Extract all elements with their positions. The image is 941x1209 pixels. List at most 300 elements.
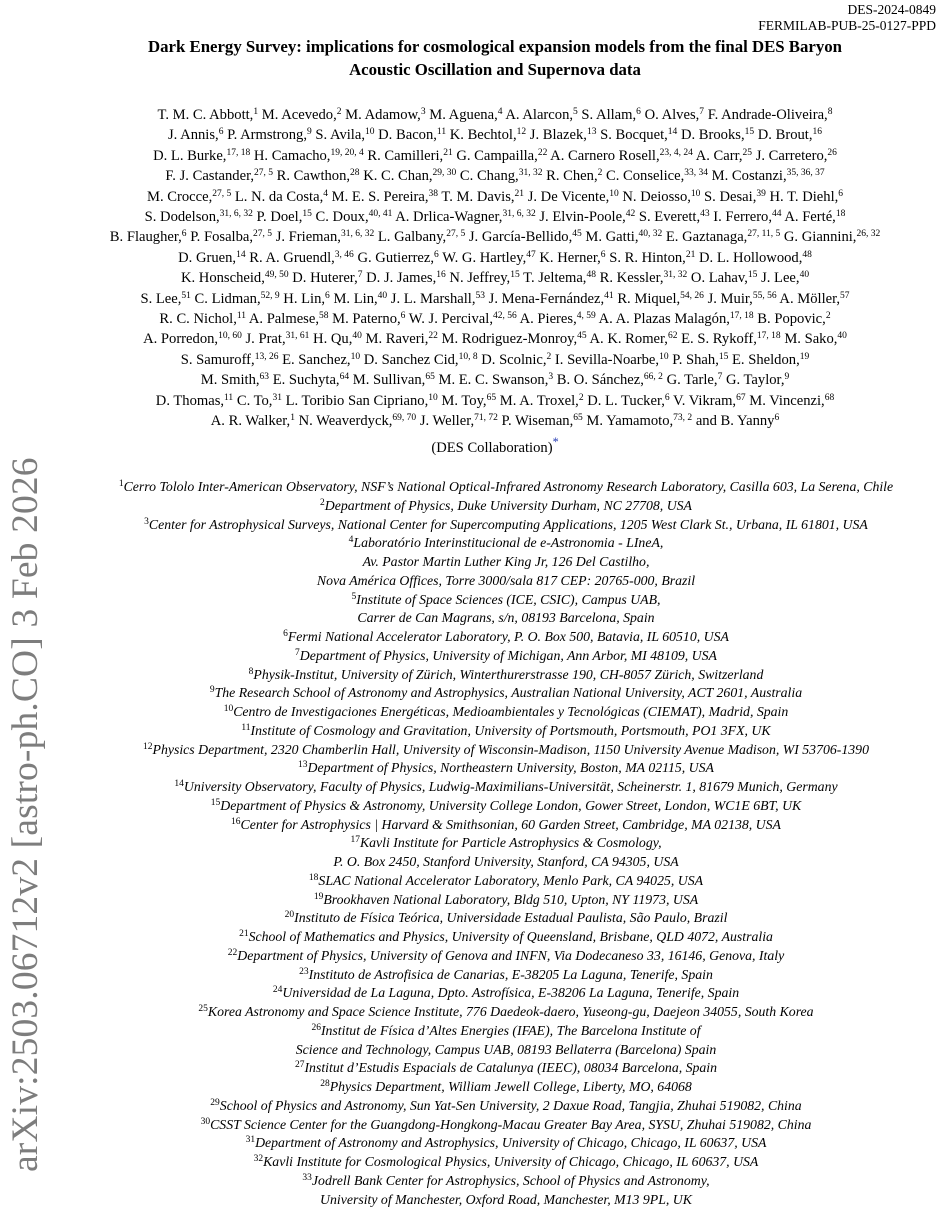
author-affiliation-marker[interactable]: 51 — [181, 291, 191, 301]
author-name — [391, 291, 485, 307]
author-name-text: J. Prat, — [245, 331, 285, 347]
author-name — [546, 168, 602, 184]
author-affiliation-marker[interactable]: 7 — [699, 107, 704, 117]
affiliation-number: 19 — [314, 892, 324, 902]
author-affiliation-marker[interactable]: 13 — [587, 127, 597, 137]
author-line — [70, 350, 920, 370]
author-affiliation-marker[interactable]: 19 — [800, 352, 810, 362]
author-name-text: E. Sheldon, — [732, 352, 800, 368]
author-name — [211, 413, 295, 429]
author-affiliation-marker[interactable]: 31, 6, 32 — [220, 209, 253, 219]
author-affiliation-marker[interactable]: 1 — [290, 413, 295, 423]
author-name — [378, 127, 446, 143]
author-name-text: G. Giannini, — [784, 229, 857, 245]
author-name — [235, 189, 328, 205]
author-line — [70, 105, 920, 125]
affiliation-text: Department of Physics, University of Genova and INFN, Via Dodecaneso 33, 16146, Genova, Italy — [237, 948, 784, 963]
author-name-text: J. Frieman, — [276, 229, 341, 245]
author-affiliation-marker[interactable]: 17, 18 — [757, 331, 781, 341]
author-affiliation-marker[interactable]: 13, 26 — [255, 352, 279, 362]
author-name — [315, 127, 374, 143]
author-name — [364, 352, 478, 368]
author-name-text: H. T. Diehl, — [770, 189, 839, 205]
author-affiliation-marker[interactable]: 28 — [350, 168, 360, 178]
collaboration-name: (DES Collaboration) — [431, 439, 552, 455]
author-affiliation-marker[interactable]: 6 — [219, 127, 224, 137]
author-name-text: K. Bechtol, — [450, 127, 517, 143]
author-name — [761, 270, 809, 286]
author-affiliation-marker[interactable]: 31, 61 — [286, 331, 310, 341]
author-affiliation-marker[interactable]: 10 — [365, 127, 375, 137]
author-affiliation-marker[interactable]: 11 — [237, 311, 246, 321]
author-affiliation-marker[interactable]: 4 — [498, 107, 503, 117]
author-affiliation-marker[interactable]: 40, 41 — [369, 209, 393, 219]
author-affiliation-marker[interactable]: 40 — [800, 270, 810, 280]
author-name-text: C. Chang, — [460, 168, 519, 184]
author-name — [153, 148, 250, 164]
author-name — [332, 311, 405, 327]
author-name — [520, 311, 596, 327]
author-affiliation-marker[interactable]: 69, 70 — [392, 413, 416, 423]
author-name — [779, 291, 849, 307]
author-affiliation-marker[interactable]: 52, 9 — [261, 291, 280, 301]
affiliation-line — [66, 966, 941, 985]
author-name — [704, 189, 766, 205]
affiliation-line — [66, 872, 941, 891]
affiliation-number: 31 — [246, 1135, 256, 1145]
author-line — [70, 268, 920, 288]
author-name-text: N. Deiosso, — [622, 189, 691, 205]
author-affiliation-marker[interactable]: 10 — [351, 352, 361, 362]
affiliation-text: Department of Physics, Duke University Durham, NC 27708, USA — [325, 498, 692, 513]
affiliation-text: Department of Physics & Astronomy, University College London, Gower Street, London, WC1E 6BT, UK — [220, 798, 801, 813]
author-affiliation-marker[interactable]: 6 — [838, 189, 843, 199]
author-affiliation-marker[interactable]: 9 — [307, 127, 312, 137]
author-name — [249, 250, 354, 266]
author-affiliation-marker[interactable]: 66, 2 — [644, 372, 663, 382]
author-affiliation-marker[interactable]: 2 — [826, 311, 831, 321]
author-affiliation-marker[interactable]: 26, 32 — [856, 229, 880, 239]
author-affiliation-marker[interactable]: 16 — [813, 127, 823, 137]
author-affiliation-marker[interactable]: 4, 59 — [577, 311, 596, 321]
author-name-text: G. Taylor, — [726, 372, 785, 388]
affiliation-text: SLAC National Accelerator Laboratory, Menlo Park, CA 94025, USA — [318, 873, 703, 888]
author-affiliation-marker[interactable]: 7 — [358, 270, 363, 280]
author-affiliation-marker[interactable]: 3 — [548, 372, 553, 382]
author-affiliation-marker[interactable]: 10 — [609, 189, 619, 199]
author-affiliation-marker[interactable]: 48 — [802, 250, 812, 260]
author-line — [70, 329, 920, 349]
author-name-text: A. A. Plazas Malagón, — [599, 311, 730, 327]
affiliation-number: 11 — [241, 723, 250, 733]
author-name-text: C. To, — [237, 393, 273, 409]
author-name — [249, 311, 329, 327]
author-name — [500, 393, 584, 409]
author-affiliation-marker[interactable]: 31, 32 — [519, 168, 543, 178]
author-affiliation-marker[interactable]: 71, 72 — [474, 413, 498, 423]
author-affiliation-marker[interactable]: 49, 50 — [265, 270, 289, 280]
author-affiliation-marker[interactable]: 10 — [691, 189, 701, 199]
author-affiliation-marker[interactable]: 63 — [260, 372, 270, 382]
affiliation-text: Centro de Investigaciones Energéticas, Medioambientales y Tecnológicas (CIEMAT), Madrid, Spain — [233, 704, 788, 719]
author-affiliation-marker[interactable]: 25 — [743, 148, 753, 158]
author-affiliation-marker[interactable]: 38 — [429, 189, 439, 199]
author-affiliation-marker[interactable]: 15 — [719, 352, 729, 362]
author-affiliation-marker[interactable]: 15 — [748, 270, 758, 280]
author-name-text: K. Herner, — [539, 250, 600, 266]
author-affiliation-marker[interactable]: 4 — [323, 189, 328, 199]
collaboration-footnote-link[interactable]: * — [553, 435, 559, 449]
author-affiliation-marker[interactable]: 11 — [224, 393, 233, 403]
author-name-text: M. Acevedo, — [262, 107, 337, 123]
author-name-text: D. Scolnic, — [481, 352, 546, 368]
collaboration-line — [70, 432, 920, 458]
affiliation-line — [66, 816, 941, 835]
author-name — [110, 229, 187, 245]
author-name — [442, 331, 587, 347]
affiliation-line — [66, 797, 941, 816]
author-affiliation-marker[interactable]: 14 — [236, 250, 246, 260]
affiliation-text: Physik-Institut, University of Zürich, Winterthurerstrasse 190, CH-8057 Zürich, Switzerland — [253, 667, 763, 682]
author-affiliation-marker[interactable]: 68 — [825, 393, 835, 403]
author-affiliation-marker[interactable]: 6 — [434, 250, 439, 260]
author-affiliation-marker[interactable]: 31, 6, 32 — [341, 229, 374, 239]
author-name — [378, 229, 465, 245]
author-affiliation-marker[interactable]: 27, 5 — [212, 189, 231, 199]
author-name — [450, 127, 526, 143]
author-affiliation-marker[interactable]: 33, 34 — [684, 168, 708, 178]
author-affiliation-marker[interactable]: 73, 2 — [673, 413, 692, 423]
author-name-text: H. Lin, — [283, 291, 325, 307]
author-affiliation-marker[interactable]: 2 — [337, 107, 342, 117]
author-affiliation-marker[interactable]: 7 — [718, 372, 723, 382]
author-name — [784, 209, 845, 225]
affiliation-line — [66, 1097, 941, 1116]
author-affiliation-marker[interactable]: 17, 18 — [226, 148, 250, 158]
author-affiliation-marker[interactable]: 55, 56 — [753, 291, 777, 301]
author-affiliation-marker[interactable]: 48 — [586, 270, 596, 280]
title-line: Acoustic Oscillation and Supernova data — [70, 58, 920, 81]
author-name-text: H. Qu, — [313, 331, 352, 347]
author-name — [708, 291, 777, 307]
author-affiliation-marker[interactable]: 2 — [598, 168, 603, 178]
affiliation-number: 10 — [224, 704, 234, 714]
author-affiliation-marker[interactable]: 6 — [636, 107, 641, 117]
affiliation-text: Brookhaven National Laboratory, Bldg 510, Upton, NY 11973, USA — [323, 892, 698, 907]
author-name-text: P. Wiseman, — [502, 413, 574, 429]
affiliation-text: Physics Department, 2320 Chamberlin Hall, University of Wisconsin-Madison, 1150 University Avenue Madison, WI 53706-1390 — [153, 742, 869, 757]
author-affiliation-marker[interactable]: 2 — [579, 393, 584, 403]
author-affiliation-marker[interactable]: 40, 32 — [638, 229, 662, 239]
author-name-text: F. Andrade-Oliveira, — [708, 107, 828, 123]
author-name — [429, 107, 502, 123]
author-affiliation-marker[interactable]: 31, 6, 32 — [502, 209, 535, 219]
author-name-text: S. Lee, — [140, 291, 181, 307]
author-name-text: A. Ferté, — [784, 209, 835, 225]
affiliation-text: Jodrell Bank Center for Astrophysics, School of Physics and Astronomy, — [312, 1173, 710, 1188]
affiliation-number: 7 — [295, 648, 300, 658]
affiliation-line — [66, 516, 941, 535]
author-affiliation-marker[interactable]: 65 — [425, 372, 435, 382]
author-name-text: M. Costanzi, — [712, 168, 787, 184]
author-affiliation-marker[interactable]: 15 — [745, 127, 755, 137]
affiliation-text: CSST Science Center for the Guangdong-Hongkong-Macau Greater Bay Area, SYSU, Zhuhai 519082, China — [210, 1117, 811, 1132]
author-name — [438, 372, 553, 388]
author-name — [140, 291, 190, 307]
author-name — [489, 291, 614, 307]
author-name — [409, 311, 517, 327]
author-affiliation-marker[interactable]: 6 — [774, 413, 779, 423]
author-affiliation-marker[interactable]: 45 — [577, 331, 587, 341]
author-affiliation-marker[interactable]: 41 — [604, 291, 614, 301]
author-affiliation-marker[interactable]: 57 — [840, 291, 850, 301]
author-name-text: W. G. Hartley, — [442, 250, 526, 266]
affiliation-text: University of Manchester, Oxford Road, Manchester, M13 9PL, UK — [320, 1192, 692, 1207]
affiliation-line — [66, 666, 941, 685]
author-affiliation-marker[interactable]: 54, 26 — [680, 291, 704, 301]
affiliation-text: Kavli Institute for Cosmological Physics, University of Chicago, Chicago, IL 60637, USA — [263, 1154, 758, 1169]
author-name-text: A. Palmese, — [249, 311, 319, 327]
author-affiliation-marker[interactable]: 14 — [668, 127, 678, 137]
author-name-text: E. S. Rykoff, — [681, 331, 757, 347]
author-name-text: V. Vikram, — [673, 393, 736, 409]
affiliation-number: 17 — [350, 835, 360, 845]
author-affiliation-marker[interactable]: 6 — [601, 250, 606, 260]
author-line — [70, 248, 920, 268]
author-name — [639, 209, 710, 225]
author-name — [726, 372, 789, 388]
author-name-text: J. Lee, — [761, 270, 800, 286]
author-name — [420, 413, 498, 429]
author-affiliation-marker[interactable]: 27, 5 — [254, 168, 273, 178]
author-name — [622, 189, 700, 205]
affiliation-number: 29 — [210, 1098, 220, 1108]
author-affiliation-marker[interactable]: 12 — [517, 127, 527, 137]
author-name — [691, 270, 758, 286]
affiliation-line — [66, 1116, 941, 1135]
author-name — [600, 270, 688, 286]
affiliation-number: 16 — [231, 817, 241, 827]
affiliation-line — [66, 891, 941, 910]
author-affiliation-marker[interactable]: 35, 36, 37 — [787, 168, 825, 178]
author-affiliation-marker[interactable]: 10 — [659, 352, 669, 362]
author-affiliation-marker[interactable]: 1 — [253, 107, 258, 117]
report-id-fermilab: FERMILAB-PUB-25-0127-PPD — [758, 18, 936, 34]
author-affiliation-marker[interactable]: 15 — [510, 270, 520, 280]
author-name-text: M. Gatti, — [585, 229, 638, 245]
author-affiliation-marker[interactable]: 40 — [837, 331, 847, 341]
author-name-text: J. Mena-Fernández, — [489, 291, 605, 307]
author-name — [645, 107, 704, 123]
author-name-text: M. Crocce, — [147, 189, 212, 205]
author-affiliation-marker[interactable]: 40 — [378, 291, 388, 301]
author-name — [276, 229, 375, 245]
author-affiliation-marker[interactable]: 27, 11, 5 — [747, 229, 780, 239]
author-name — [178, 250, 245, 266]
author-name — [441, 393, 496, 409]
author-name-text: G. Tarle, — [667, 372, 718, 388]
author-name — [708, 107, 833, 123]
author-name — [523, 270, 596, 286]
author-name-text: J. Annis, — [168, 127, 219, 143]
author-name-text: M. Yamamoto, — [586, 413, 673, 429]
author-affiliation-marker[interactable]: 22 — [428, 331, 438, 341]
author-name — [181, 352, 279, 368]
author-affiliation-marker[interactable]: 27, 5 — [253, 229, 272, 239]
affiliation-number: 26 — [311, 1023, 321, 1033]
author-name — [557, 372, 663, 388]
author-name — [147, 189, 231, 205]
author-name-text: S. Dodelson, — [145, 209, 220, 225]
author-name — [156, 393, 233, 409]
author-affiliation-marker[interactable]: 39 — [756, 189, 766, 199]
author-affiliation-marker[interactable]: 64 — [340, 372, 350, 382]
author-affiliation-marker[interactable]: 22 — [538, 148, 548, 158]
author-affiliation-marker[interactable]: 58 — [319, 311, 329, 321]
author-name — [460, 168, 543, 184]
affiliation-line — [66, 722, 941, 741]
author-name-text: D. Huterer, — [292, 270, 357, 286]
affiliation-text: Department of Physics, Northeastern University, Boston, MA 02115, USA — [308, 760, 714, 775]
author-name-text: L. Galbany, — [378, 229, 446, 245]
author-affiliation-marker[interactable]: 18 — [836, 209, 846, 219]
affiliation-line — [66, 703, 941, 722]
author-affiliation-marker[interactable]: 8 — [828, 107, 833, 117]
affiliation-line — [66, 647, 941, 666]
author-name-text: J. Carretero, — [756, 148, 828, 164]
author-affiliation-marker[interactable]: 6 — [325, 291, 330, 301]
author-name — [313, 331, 362, 347]
author-affiliation-marker[interactable]: 31, 32 — [664, 270, 688, 280]
author-name-text: A. Pieres, — [520, 311, 577, 327]
author-affiliation-marker[interactable]: 5 — [573, 107, 578, 117]
author-name-text: A. Carr, — [696, 148, 743, 164]
author-name — [299, 413, 417, 429]
author-name-text: D. J. James, — [366, 270, 436, 286]
author-line — [70, 187, 920, 207]
author-affiliation-marker[interactable]: 3 — [421, 107, 426, 117]
author-affiliation-marker[interactable]: 17, 18 — [730, 311, 754, 321]
author-affiliation-marker[interactable]: 21 — [686, 250, 696, 260]
affiliation-text: Kavli Institute for Particle Astrophysics & Cosmology, — [360, 835, 662, 850]
author-name-text: S. Everett, — [639, 209, 700, 225]
author-name — [756, 148, 837, 164]
author-affiliation-marker[interactable]: 26 — [827, 148, 837, 158]
affiliation-line — [66, 1078, 941, 1097]
author-name — [609, 250, 695, 266]
author-name-text: J. Elvin-Poole, — [539, 209, 625, 225]
author-affiliation-marker[interactable]: 6 — [182, 229, 187, 239]
affiliation-text: School of Physics and Astronomy, Sun Yat-Sen University, 2 Daxue Road, Tangjia, Zhuhai 519082, China — [220, 1098, 802, 1113]
author-name — [587, 393, 669, 409]
author-name — [667, 372, 723, 388]
author-name — [505, 107, 577, 123]
author-name-text: M. Sullivan, — [353, 372, 426, 388]
author-affiliation-marker[interactable]: 62 — [668, 331, 678, 341]
affiliation-line — [66, 741, 941, 760]
affiliation-line — [66, 1134, 941, 1153]
paper-title — [70, 35, 920, 81]
author-name — [357, 250, 438, 266]
author-affiliation-marker[interactable]: 65 — [573, 413, 583, 423]
author-affiliation-marker[interactable]: 43 — [700, 209, 710, 219]
affiliation-line — [66, 1059, 941, 1078]
author-affiliation-marker[interactable]: 45 — [572, 229, 582, 239]
author-affiliation-marker[interactable]: 47 — [526, 250, 536, 260]
author-affiliation-marker[interactable]: 23, 4, 24 — [660, 148, 693, 158]
author-name — [550, 148, 693, 164]
author-name-text: M. E. C. Swanson, — [438, 372, 548, 388]
author-line — [70, 391, 920, 411]
author-affiliation-marker[interactable]: 10, 8 — [459, 352, 478, 362]
author-affiliation-marker[interactable]: 53 — [476, 291, 486, 301]
author-affiliation-marker[interactable]: 21 — [515, 189, 525, 199]
author-name — [681, 127, 754, 143]
author-affiliation-marker[interactable]: 27, 5 — [446, 229, 465, 239]
author-name — [469, 229, 582, 245]
author-name-text: A. Drlica-Wagner, — [395, 209, 502, 225]
author-affiliation-marker[interactable]: 67 — [736, 393, 746, 403]
author-name — [165, 168, 273, 184]
author-affiliation-marker[interactable]: 10 — [428, 393, 438, 403]
author-affiliation-marker[interactable]: 16 — [436, 270, 446, 280]
author-affiliation-marker[interactable]: 2 — [547, 352, 552, 362]
author-affiliation-marker[interactable]: 31 — [272, 393, 282, 403]
author-affiliation-marker[interactable]: 29, 30 — [433, 168, 457, 178]
author-affiliation-marker[interactable]: 15 — [302, 209, 312, 219]
author-affiliation-marker[interactable]: 21 — [443, 148, 453, 158]
author-name-text: B. Popovic, — [757, 311, 826, 327]
author-affiliation-marker[interactable]: 9 — [785, 372, 790, 382]
author-name-text: J. Weller, — [420, 413, 474, 429]
author-name-text: B. O. Sánchez, — [557, 372, 644, 388]
arxiv-stamp[interactable]: arXiv:2503.06712v2 [astro-ph.CO] 3 Feb 2026 — [4, 457, 47, 1172]
affiliation-text: P. O. Box 2450, Stanford University, Stanford, CA 94305, USA — [333, 854, 678, 869]
affiliation-text: Department of Astronomy and Astrophysics, University of Chicago, Chicago, IL 60637, USA — [255, 1135, 766, 1150]
author-affiliation-marker[interactable]: 3, 46 — [335, 250, 354, 260]
author-affiliation-marker[interactable]: 40 — [352, 331, 362, 341]
author-name-text: N. Weaverdyck, — [299, 413, 393, 429]
author-line — [70, 370, 920, 390]
author-affiliation-marker[interactable]: 6 — [665, 393, 670, 403]
author-name-text: H. Camacho, — [254, 148, 331, 164]
author-affiliation-marker[interactable]: 42, 56 — [493, 311, 517, 321]
author-affiliation-marker[interactable]: 19, 20, 4 — [330, 148, 363, 158]
affiliation-line — [66, 609, 941, 628]
author-name — [673, 393, 746, 409]
author-name-text: F. J. Castander, — [165, 168, 254, 184]
affiliation-text: Institut d’Estudis Espacials de Catalunya (IEEC), 08034 Barcelona, Spain — [304, 1060, 717, 1075]
affiliation-text: University Observatory, Faculty of Physics, Ludwig-Maximilians-Universität, Scheinerstr. 1, 81679 Munich, Germany — [184, 779, 838, 794]
affiliation-line — [66, 1153, 941, 1172]
author-name-text: S. R. Hinton, — [609, 250, 686, 266]
author-name-text: I. Sevilla-Noarbe, — [555, 352, 659, 368]
author-affiliation-marker[interactable]: 65 — [487, 393, 497, 403]
author-name — [273, 372, 349, 388]
author-affiliation-marker[interactable]: 6 — [401, 311, 406, 321]
author-name-text: J. L. Marshall, — [391, 291, 476, 307]
author-name — [441, 189, 524, 205]
author-affiliation-marker[interactable]: 10, 60 — [218, 331, 242, 341]
author-line — [70, 166, 920, 186]
affiliation-line — [66, 1041, 941, 1060]
author-name — [481, 352, 551, 368]
author-name-text: J. Muir, — [708, 291, 753, 307]
affiliation-number: 33 — [302, 1173, 312, 1183]
author-affiliation-marker[interactable]: 11 — [437, 127, 446, 137]
author-affiliation-marker[interactable]: 42 — [626, 209, 636, 219]
author-affiliation-marker[interactable]: 44 — [772, 209, 782, 219]
